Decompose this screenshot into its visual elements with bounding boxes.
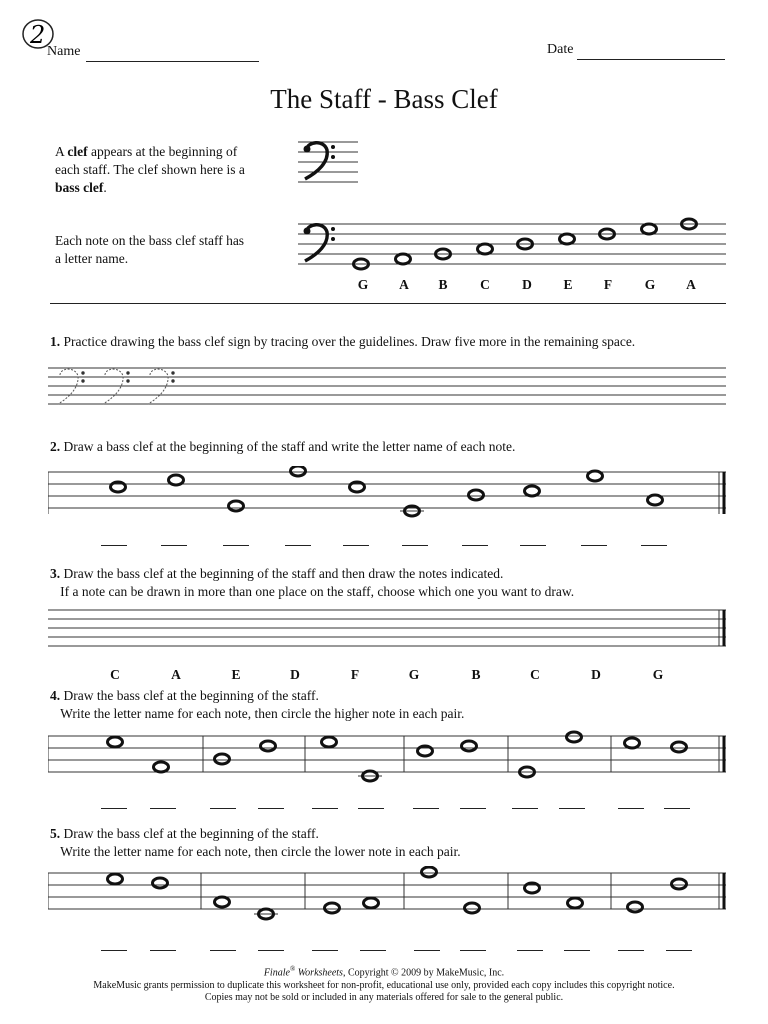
answer-blank[interactable]	[460, 808, 486, 809]
answer-blank[interactable]	[564, 950, 590, 951]
whole-note	[465, 903, 480, 913]
whole-note	[169, 475, 184, 485]
answer-blank[interactable]	[666, 950, 692, 951]
whole-note	[364, 898, 379, 908]
scale-letter: C	[480, 277, 490, 292]
answer-blank[interactable]	[312, 950, 338, 951]
answer-blank[interactable]	[520, 545, 546, 546]
answer-blank[interactable]	[462, 545, 488, 546]
answer-blank[interactable]	[285, 545, 311, 546]
whole-note	[111, 482, 126, 492]
intro-letter-text: Each note on the bass clef staff has a letter name.	[55, 233, 245, 266]
whole-note	[469, 490, 484, 500]
answer-blank[interactable]	[402, 545, 428, 546]
answer-blank[interactable]	[413, 808, 439, 809]
q1-practice-staff[interactable]	[48, 364, 728, 414]
answer-blank[interactable]	[258, 950, 284, 951]
answer-blank[interactable]	[101, 950, 127, 951]
answer-blank[interactable]	[150, 950, 176, 951]
answer-blank[interactable]	[101, 545, 127, 546]
answer-blank[interactable]	[641, 545, 667, 546]
answer-blank[interactable]	[210, 808, 236, 809]
q5-staff	[48, 866, 738, 931]
answer-blank[interactable]	[150, 808, 176, 809]
scale-letter: A	[399, 277, 409, 292]
q3-letter: C	[110, 667, 120, 682]
whole-note	[108, 737, 123, 747]
scale-letter: A	[686, 277, 696, 292]
whole-note	[642, 224, 657, 234]
q3-letter: E	[231, 667, 241, 682]
copyright-footer: Finale® Worksheets, Copyright © 2009 by MakeMusic, Inc. MakeMusic grants permission to duplicate this worksheet for non-profit, educational use only, provided each copy includes this copyright notice. Copies may not be sold or included in any materials offered for sale to the general public.	[93, 965, 675, 1004]
whole-note	[350, 482, 365, 492]
date-label: Date	[547, 42, 574, 57]
answer-blank[interactable]	[223, 545, 249, 546]
page-title: The Staff - Bass Clef	[270, 84, 498, 114]
scale-letter: F	[603, 277, 613, 292]
whole-note	[462, 741, 477, 751]
question-3: 3. Draw the bass clef at the beginning of the staff and then draw the notes indicated. If a note can be drawn in more than one place on the staff, choose which one you want to draw.	[50, 566, 575, 599]
answer-blank[interactable]	[312, 808, 338, 809]
scale-letter: B	[438, 277, 448, 292]
answer-blank[interactable]	[517, 950, 543, 951]
whole-note	[325, 903, 340, 913]
answer-blank[interactable]	[618, 950, 644, 951]
answer-blank[interactable]	[343, 545, 369, 546]
scale-letter: D	[522, 277, 532, 292]
whole-note	[672, 742, 687, 752]
q2-staff	[48, 466, 738, 526]
q4-staff	[48, 730, 738, 790]
whole-note	[588, 471, 603, 481]
date-field[interactable]	[577, 59, 725, 60]
whole-note	[291, 466, 306, 476]
section-divider	[50, 303, 726, 304]
answer-blank[interactable]	[258, 808, 284, 809]
whole-note	[322, 737, 337, 747]
answer-blank[interactable]	[559, 808, 585, 809]
answer-blank[interactable]	[512, 808, 538, 809]
answer-blank[interactable]	[664, 808, 690, 809]
whole-note	[648, 495, 663, 505]
question-1: 1. Practice drawing the bass clef sign by tracing over the guidelines. Draw five more in the remaining space.	[50, 334, 636, 349]
whole-note	[215, 897, 230, 907]
whole-note	[568, 898, 583, 908]
question-4: 4. Draw the bass clef at the beginning of the staff. Write the letter name for each note, then circle the higher note in each pair.	[50, 688, 465, 721]
whole-note	[422, 867, 437, 877]
name-field[interactable]	[86, 61, 259, 62]
whole-note	[625, 738, 640, 748]
whole-note	[525, 486, 540, 496]
name-label: Name	[47, 44, 81, 59]
q3-letter: B	[471, 667, 481, 682]
scale-letter: E	[563, 277, 573, 292]
answer-blank[interactable]	[360, 950, 386, 951]
q3-letter: F	[350, 667, 360, 682]
whole-note	[396, 254, 411, 264]
whole-note	[261, 741, 276, 751]
whole-note	[153, 878, 168, 888]
example-clef-staff	[298, 138, 362, 193]
whole-note	[108, 874, 123, 884]
answer-blank[interactable]	[161, 545, 187, 546]
q3-letter: C	[530, 667, 540, 682]
whole-note	[418, 746, 433, 756]
whole-note	[215, 754, 230, 764]
whole-note	[560, 234, 575, 244]
q3-letter: G	[652, 667, 664, 682]
question-2: 2. Draw a bass clef at the beginning of the staff and write the letter name of each note.	[50, 439, 516, 454]
whole-note	[628, 902, 643, 912]
whole-note	[672, 879, 687, 889]
whole-note	[229, 501, 244, 511]
question-5: 5. Draw the bass clef at the beginning of the staff. Write the letter name for each note, then circle the lower note in each pair.	[50, 826, 461, 859]
scale-letter: G	[644, 277, 656, 292]
q3-staff[interactable]	[48, 606, 738, 661]
whole-note	[567, 732, 582, 742]
example-scale-staff	[298, 216, 728, 281]
whole-note	[525, 883, 540, 893]
scale-letter: G	[357, 277, 369, 292]
q3-letter: D	[591, 667, 601, 682]
whole-note	[154, 762, 169, 772]
whole-note	[478, 244, 493, 254]
answer-blank[interactable]	[358, 808, 384, 809]
answer-blank[interactable]	[618, 808, 644, 809]
answer-blank[interactable]	[581, 545, 607, 546]
q3-letter: G	[408, 667, 420, 682]
q3-letter: D	[290, 667, 300, 682]
answer-blank[interactable]	[101, 808, 127, 809]
answer-blank[interactable]	[210, 950, 236, 951]
q3-letter: A	[171, 667, 181, 682]
intro-clef-text: A clef appears at the beginning of each staff. The clef shown here is a bass clef.	[55, 144, 245, 195]
answer-blank[interactable]	[414, 950, 440, 951]
svg-text:2: 2	[30, 21, 46, 49]
answer-blank[interactable]	[460, 950, 486, 951]
